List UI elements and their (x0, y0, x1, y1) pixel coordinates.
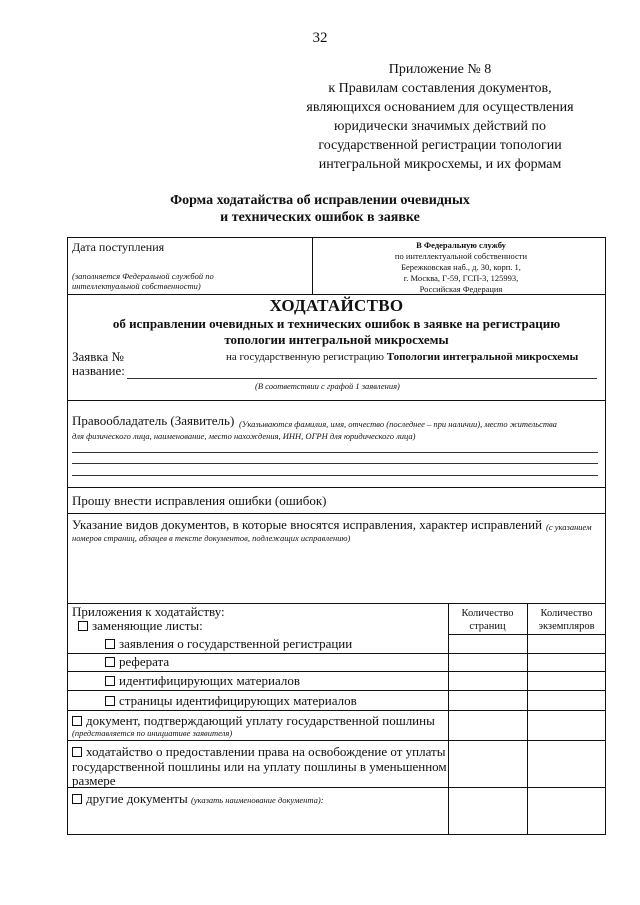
identifying-materials-checkbox[interactable] (105, 676, 115, 686)
exemption-checkbox[interactable] (72, 747, 82, 757)
petition-subtitle-line: топологии интегральной микросхемы (224, 332, 449, 347)
column-divider (448, 603, 449, 835)
column-header-pages (448, 607, 527, 633)
table-row-line (67, 740, 606, 741)
application-name-label: название: (72, 363, 125, 378)
request-label: Прошу внести исправления ошибки (ошибок) (72, 493, 327, 508)
attachment-item (105, 654, 169, 670)
addressee-line: Бережковская наб., д. 30, корп. 1, (401, 262, 521, 272)
receipt-note: (заполняется Федеральной службой по (72, 271, 214, 281)
appendix-line: являющихся основанием для осуществления (306, 100, 574, 115)
form-title-line: Форма ходатайства об исправлении очевидных (170, 193, 470, 208)
registration-object: Топологии интегральной микросхемы (386, 351, 579, 363)
fee-document-note: (представляется по инициативе заявителя) (72, 728, 233, 738)
documents-label: Указание видов документов, в которые вносятся исправления, характер исправлений (72, 517, 543, 532)
holder-field-line[interactable] (72, 452, 598, 453)
page-number: 32 (312, 30, 328, 46)
appendix-line: к Правилам составления документов, (328, 81, 552, 96)
other-documents-label: другие документы (86, 791, 188, 806)
replacement-sheets-label: заменяющие листы: (92, 618, 203, 633)
petition-title: ХОДАТАЙСТВО (269, 296, 404, 315)
attachment-item (105, 693, 357, 709)
table-row-line (67, 690, 606, 691)
application-checkbox[interactable] (105, 639, 115, 649)
holder-note: (Указываются фамилия, имя, отчество (последнее – при наличии), место жительства (239, 419, 557, 429)
addressee-line: по интеллектуальной собственности (394, 251, 528, 261)
form-title (110, 192, 530, 226)
table-row-line (67, 787, 606, 788)
fee-document-item (72, 713, 435, 729)
column-header-line: Количество (540, 608, 593, 619)
appendix-line: государственной регистрации топологии (318, 138, 562, 153)
addressee-line: В Федеральную службу (416, 240, 506, 250)
appendix-header (250, 60, 630, 174)
table-row-line (67, 671, 606, 672)
other-documents-note: (указать наименование документа): (190, 795, 324, 805)
attachment-label: заявления о государственной регистрации (119, 636, 353, 651)
identifying-pages-checkbox[interactable] (105, 696, 115, 706)
fee-document-checkbox[interactable] (72, 716, 82, 726)
abstract-checkbox[interactable] (105, 657, 115, 667)
receipt-date-label: Дата поступления (72, 240, 165, 254)
addressee-block (316, 240, 606, 295)
column-divider (312, 237, 313, 294)
column-header-line: Количество (461, 608, 514, 619)
attachment-label: страницы идентифицирующих материалов (119, 693, 357, 708)
addressee-line: г. Москва, Г-59, ГСП-3, 125993, (403, 273, 519, 283)
attachments-label: Приложения к ходатайству: (72, 604, 225, 619)
exemption-line: государственной пошлины или на уплату пошлины в уменьшенном (72, 759, 447, 774)
form-title-line: и технических ошибок в заявке (220, 210, 420, 225)
attachment-item (105, 636, 352, 652)
exemption-item (72, 744, 445, 760)
application-name-note: (В соответствии с графой 1 заявления) (255, 381, 400, 391)
appendix-line: юридически значимых действий по (334, 119, 546, 134)
column-divider (527, 603, 528, 835)
exemption-line: размере (72, 773, 116, 788)
application-registration-text (226, 351, 578, 363)
petition-subtitle (67, 316, 606, 348)
holder-field-line[interactable] (72, 463, 598, 464)
appendix-line: интегральной микросхемы, и их формам (318, 157, 562, 172)
registration-text: на государственную регистрацию (226, 351, 384, 363)
attachment-label: реферата (119, 654, 170, 669)
documents-note: номеров страниц, абзацев в тексте документов, подлежащих исправлению) (72, 533, 351, 543)
petition-subtitle-line: об исправлении очевидных и технических ошибок в заявке на регистрацию (112, 316, 561, 331)
appendix-line: Приложение № 8 (388, 62, 492, 77)
other-documents-checkbox[interactable] (72, 794, 82, 804)
divider (67, 513, 606, 514)
exemption-label: ходатайство о предоставлении права на освобождение от уплаты (86, 744, 446, 759)
addressee-line: Российская Федерация (419, 284, 503, 294)
application-number-label: Заявка № (72, 349, 124, 364)
attachment-item (105, 673, 300, 689)
other-documents-item (72, 791, 324, 807)
documents-note: (с указанием (546, 522, 592, 532)
fee-document-label: документ, подтверждающий уплату государственной пошлины (86, 713, 435, 728)
holder-label: Правообладатель (Заявитель) (72, 413, 235, 428)
receipt-note: интеллектуальной собственности) (72, 281, 201, 291)
holder-note: для физического лица, наименование, место нахождения, ИНН, ОГРН для юридического лица) (72, 431, 416, 441)
column-header-line: экземпляров (538, 621, 595, 632)
divider (67, 487, 606, 488)
divider (67, 400, 606, 401)
holder-field-line[interactable] (72, 475, 598, 476)
application-name-field[interactable] (127, 378, 597, 379)
replacement-sheets-checkbox[interactable] (78, 621, 88, 631)
replacement-sheets-item (78, 618, 203, 634)
column-header-line: страниц (469, 621, 506, 632)
table-row-line (67, 710, 606, 711)
attachment-label: идентифицирующих материалов (119, 673, 300, 688)
column-header-copies (527, 607, 606, 633)
